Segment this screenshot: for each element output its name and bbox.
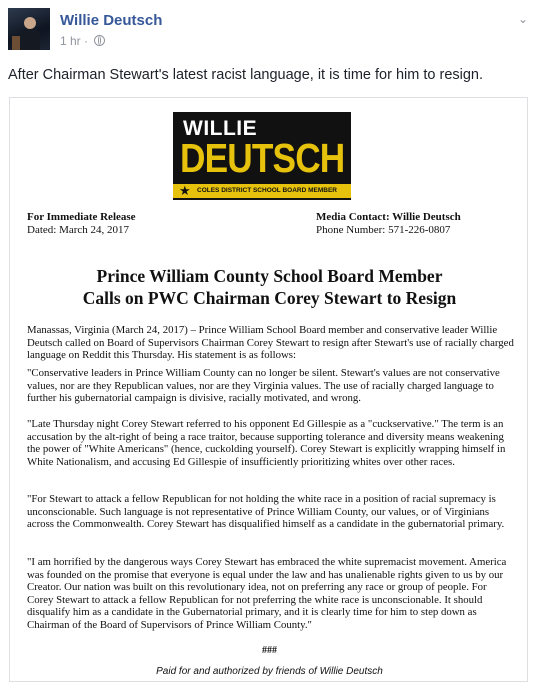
- press-release-image[interactable]: [9, 97, 528, 682]
- release-info: [27, 211, 136, 236]
- logo-tagline: COLES DISTRICT SCHOOL BOARD MEMBER: [197, 187, 337, 194]
- media-contact: Media Contact: Willie Deutsch: [316, 211, 461, 223]
- end-mark: ###: [262, 645, 277, 656]
- paragraph-3: "Late Thursday night Corey Stewart referred to his opponent Ed Gillespie as a "cuckservative." The term is an accusation by the alt-right of being a race traitor, because supporting tolerance and diversity means weakening the power of "White Americans" (hence, cuckolding yourself). Corey Stewart is explicitly wrapping himself in White Nationalism, and accusing Ed Gillespie of insufficiently prioritizing whites over other races.: [27, 418, 506, 468]
- paragraph-4: "For Stewart to attack a fellow Republican for not holding the white race in a position of racial supremacy is unconscionable. Such language is not representative of Prince William County, our values, or of Virginians across the Commonwealth. Corey Stewart has disqualified himself as a candidate in the gubernatorial primary.: [27, 493, 505, 531]
- post-timestamp[interactable]: 1 hr: [60, 34, 81, 48]
- author-name-link[interactable]: Willie Deutsch: [60, 12, 163, 29]
- chevron-down-icon[interactable]: ⌄: [518, 12, 529, 26]
- paragraph-5: "I am horrified by the dangerous ways Corey Stewart has embraced the white supremacist movement. America was founded on the promise that everyone is equal under the law and has unalienable rights given to us by our Creator. Our nation was built on this revolutionary idea, not on preferring any race or group of people. For Corey Stewart to attack a fellow Republican for not preferring the white race is unconscionable. It should disqualify him as a candidate in the Gubernatorial primary, and it is clearly time for him to step down as Chairman of the Board of Supervisors of Prince William County.": [27, 556, 507, 631]
- phone-number: Phone Number: 571-226-0807: [316, 223, 451, 236]
- avatar-figure-head: [24, 17, 36, 29]
- post-meta: [60, 34, 105, 48]
- globe-icon[interactable]: [94, 35, 105, 46]
- release-date: Dated: March 24, 2017: [27, 223, 130, 236]
- author-avatar[interactable]: [8, 8, 50, 50]
- headline-line1: Prince William County School Board Member: [96, 266, 443, 286]
- avatar-figure-body: [20, 29, 40, 50]
- logo-line1: WILLIE: [183, 117, 258, 140]
- media-contact-info: [316, 211, 461, 236]
- paid-for-disclaimer: Paid for and authorized by friends of Willie Deutsch: [156, 666, 383, 677]
- post-header: [0, 0, 533, 60]
- press-headline: [10, 265, 529, 309]
- paragraph-1: Manassas, Virginia (March 24, 2017) – Prince William School Board member and conservative leader Willie Deutsch called on Board of Supervisors Chairman Corey Stewart to resign after Stewart's use of racially charged language on Reddit this Thursday. His statement is as follows:: [27, 324, 514, 362]
- paragraph-2: "Conservative leaders in Prince William County can no longer be silent. Stewart's values are not conservative values, nor are they Republican values, nor are they Virginia values. The use of racially charged language to further his gubernatorial campaign is divisive, racially motivated, and wrong.: [27, 367, 500, 405]
- logo-line2: DEUTSCH: [180, 135, 345, 181]
- meta-separator: ·: [84, 34, 89, 48]
- release-label: For Immediate Release: [27, 211, 136, 223]
- headline-line2: Calls on PWC Chairman Corey Stewart to Resign: [82, 288, 457, 308]
- star-icon: ★: [179, 183, 191, 198]
- post-text: After Chairman Stewart's latest racist language, it is time for him to resign.: [8, 67, 484, 83]
- campaign-logo: [173, 112, 351, 200]
